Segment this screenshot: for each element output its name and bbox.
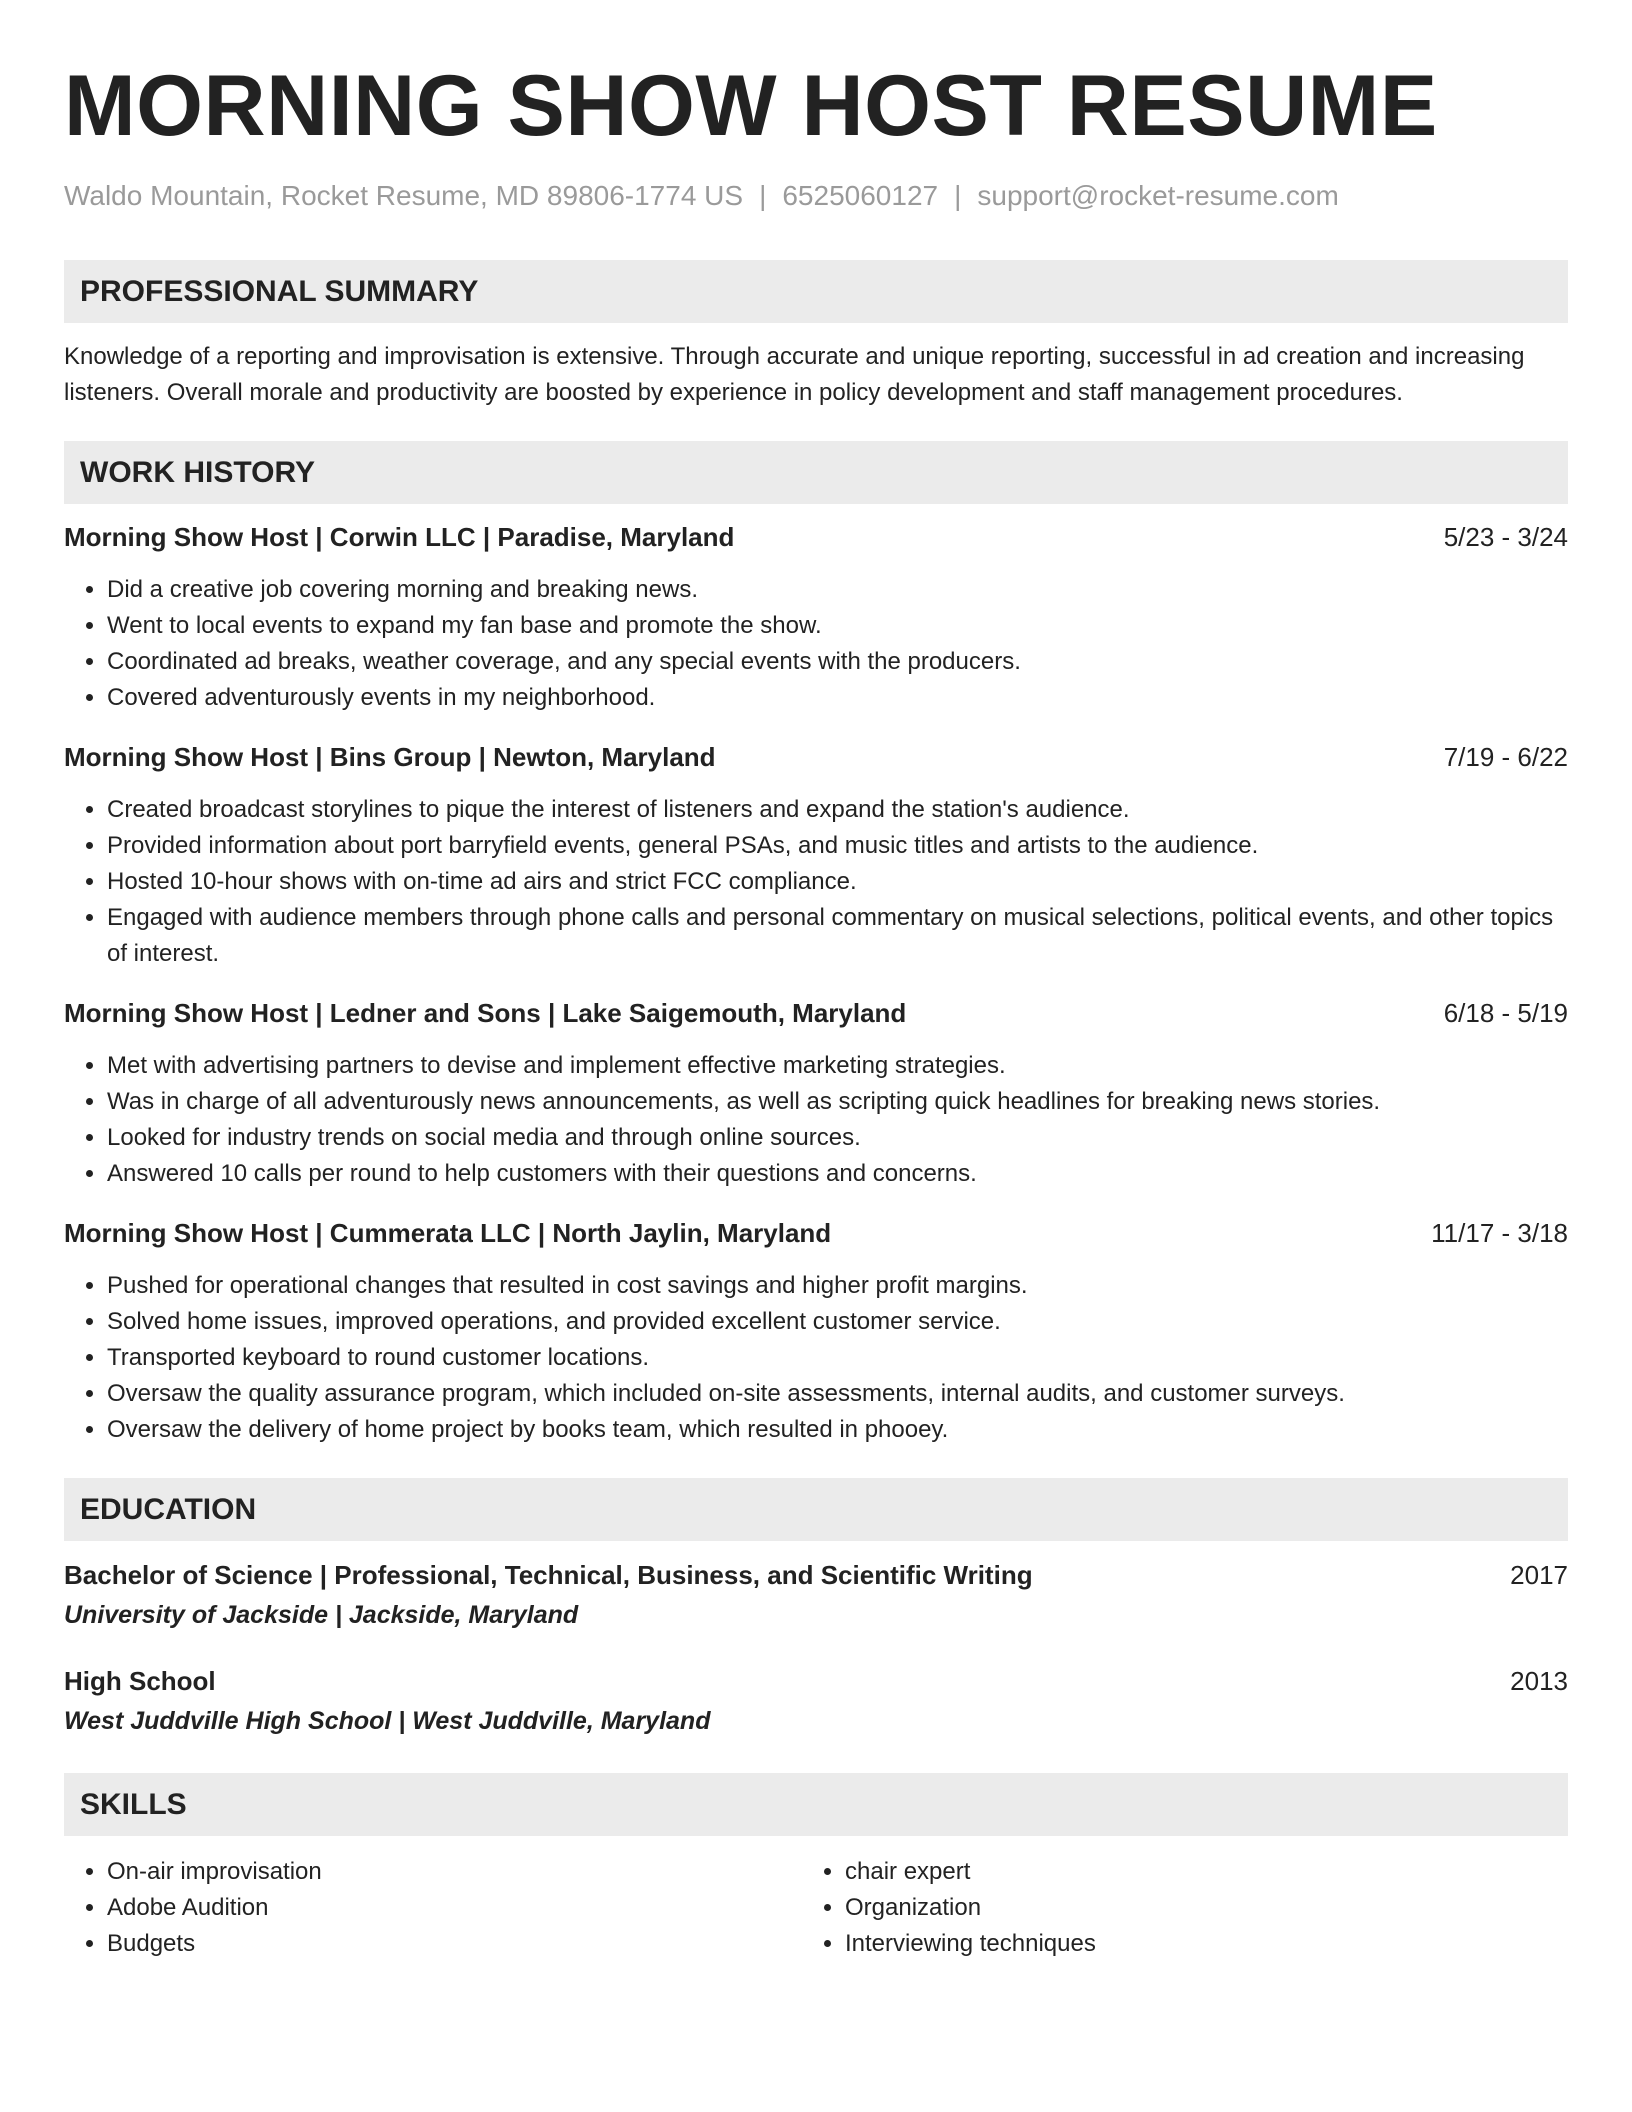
section-heading-skills: SKILLS xyxy=(64,1773,1568,1836)
job-dates: 11/17 - 3/18 xyxy=(1431,1218,1568,1248)
education-degree: Bachelor of Science | Professional, Technical, Business, and Scientific Writing xyxy=(64,1560,1033,1590)
contact-address: Waldo Mountain, Rocket Resume, MD 89806-1774 US xyxy=(64,180,744,211)
job-entry xyxy=(64,1216,1568,1448)
job-bullets xyxy=(64,572,1568,716)
job-bullet: • Coordinated ad breaks, weather coverage, and any special events with the producers. xyxy=(107,644,1568,680)
job-bullet: • Covered adventurously events in my neighborhood. xyxy=(107,680,1568,716)
job-bullet: • Looked for industry trends on social media and through online sources. xyxy=(107,1120,1568,1156)
education-entry xyxy=(64,1557,1568,1633)
job-bullet: • Went to local events to expand my fan base and promote the show. xyxy=(107,608,1568,644)
skill-item: • Adobe Audition xyxy=(107,1890,802,1926)
summary-text: Knowledge of a reporting and improvisation is extensive. Through accurate and unique reporting, successful in ad creation and increasing listeners. Overall morale and productivity are boosted by experience in policy development and staff management procedures. xyxy=(64,343,1525,406)
job-title: Morning Show Host | Cummerata LLC | North Jaylin, Maryland xyxy=(64,1218,832,1248)
job-bullet: • Did a creative job covering morning and breaking news. xyxy=(107,572,1568,608)
education-school: West Juddville High School | West Juddville, Maryland xyxy=(64,1707,711,1735)
job-bullets xyxy=(64,1048,1568,1192)
skills-column-right xyxy=(802,1854,1562,1962)
job-bullet: • Met with advertising partners to devise and implement effective marketing strategies. xyxy=(107,1048,1568,1084)
job-title: Morning Show Host | Corwin LLC | Paradise, Maryland xyxy=(64,522,735,552)
job-bullets xyxy=(64,1268,1568,1448)
job-bullet: • Oversaw the delivery of home project by books team, which resulted in phooey. xyxy=(107,1412,1568,1448)
job-bullet: • Engaged with audience members through phone calls and personal commentary on musical selections, political events, and other topics of interest. xyxy=(107,900,1568,972)
job-bullet: • Solved home issues, improved operations, and provided excellent customer service. xyxy=(107,1304,1568,1340)
job-bullet: • Was in charge of all adventurously news announcements, as well as scripting quick headlines for breaking news stories. xyxy=(107,1084,1568,1120)
contact-separator: | xyxy=(759,180,767,211)
skill-item: • Budgets xyxy=(107,1926,802,1962)
section-heading-work: WORK HISTORY xyxy=(64,441,1568,504)
education-year: 2013 xyxy=(1510,1666,1568,1696)
skills-column-left xyxy=(64,1854,802,1962)
job-header xyxy=(64,1216,1568,1250)
job-header xyxy=(64,520,1568,554)
education-entry xyxy=(64,1663,1568,1739)
job-bullet: • Created broadcast storylines to pique the interest of listeners and expand the station's audience. xyxy=(107,792,1568,828)
job-entry xyxy=(64,520,1568,716)
skill-item: • On-air improvisation xyxy=(107,1854,802,1890)
job-bullets xyxy=(64,792,1568,972)
job-dates: 6/18 - 5/19 xyxy=(1443,998,1568,1028)
skill-item: • chair expert xyxy=(845,1854,1562,1890)
job-entry xyxy=(64,740,1568,972)
contact-phone: 6525060127 xyxy=(782,180,939,211)
section-heading-education: EDUCATION xyxy=(64,1478,1568,1541)
skill-item: • Organization xyxy=(845,1890,1562,1926)
job-dates: 7/19 - 6/22 xyxy=(1443,742,1568,772)
job-bullet: • Provided information about port barryfield events, general PSAs, and music titles and artists to the audience. xyxy=(107,828,1568,864)
job-bullet: • Answered 10 calls per round to help customers with their questions and concerns. xyxy=(107,1156,1568,1192)
job-header xyxy=(64,740,1568,774)
contact-line xyxy=(64,180,1568,212)
contact-separator: | xyxy=(954,180,962,211)
job-bullet: • Transported keyboard to round customer locations. xyxy=(107,1340,1568,1376)
job-bullet: • Pushed for operational changes that resulted in cost savings and higher profit margins. xyxy=(107,1268,1568,1304)
job-title: Morning Show Host | Bins Group | Newton, Maryland xyxy=(64,742,716,772)
job-bullet: • Hosted 10-hour shows with on-time ad airs and strict FCC compliance. xyxy=(107,864,1568,900)
skills-list xyxy=(64,1854,1568,1962)
education-header xyxy=(64,1663,1568,1699)
section-heading-summary: PROFESSIONAL SUMMARY xyxy=(64,260,1568,323)
job-header xyxy=(64,996,1568,1030)
page-title: MORNING SHOW HOST RESUME xyxy=(64,58,1438,154)
job-entry xyxy=(64,996,1568,1192)
contact-email: support@rocket-resume.com xyxy=(977,180,1339,211)
education-school: University of Jackside | Jackside, Maryland xyxy=(64,1601,579,1629)
job-title: Morning Show Host | Ledner and Sons | Lake Saigemouth, Maryland xyxy=(64,998,907,1028)
skill-item: • Interviewing techniques xyxy=(845,1926,1562,1962)
job-dates: 5/23 - 3/24 xyxy=(1443,522,1568,552)
education-degree: High School xyxy=(64,1666,216,1696)
education-year: 2017 xyxy=(1510,1560,1568,1590)
education-header xyxy=(64,1557,1568,1593)
job-bullet: • Oversaw the quality assurance program, which included on-site assessments, internal audits, and customer surveys. xyxy=(107,1376,1568,1412)
